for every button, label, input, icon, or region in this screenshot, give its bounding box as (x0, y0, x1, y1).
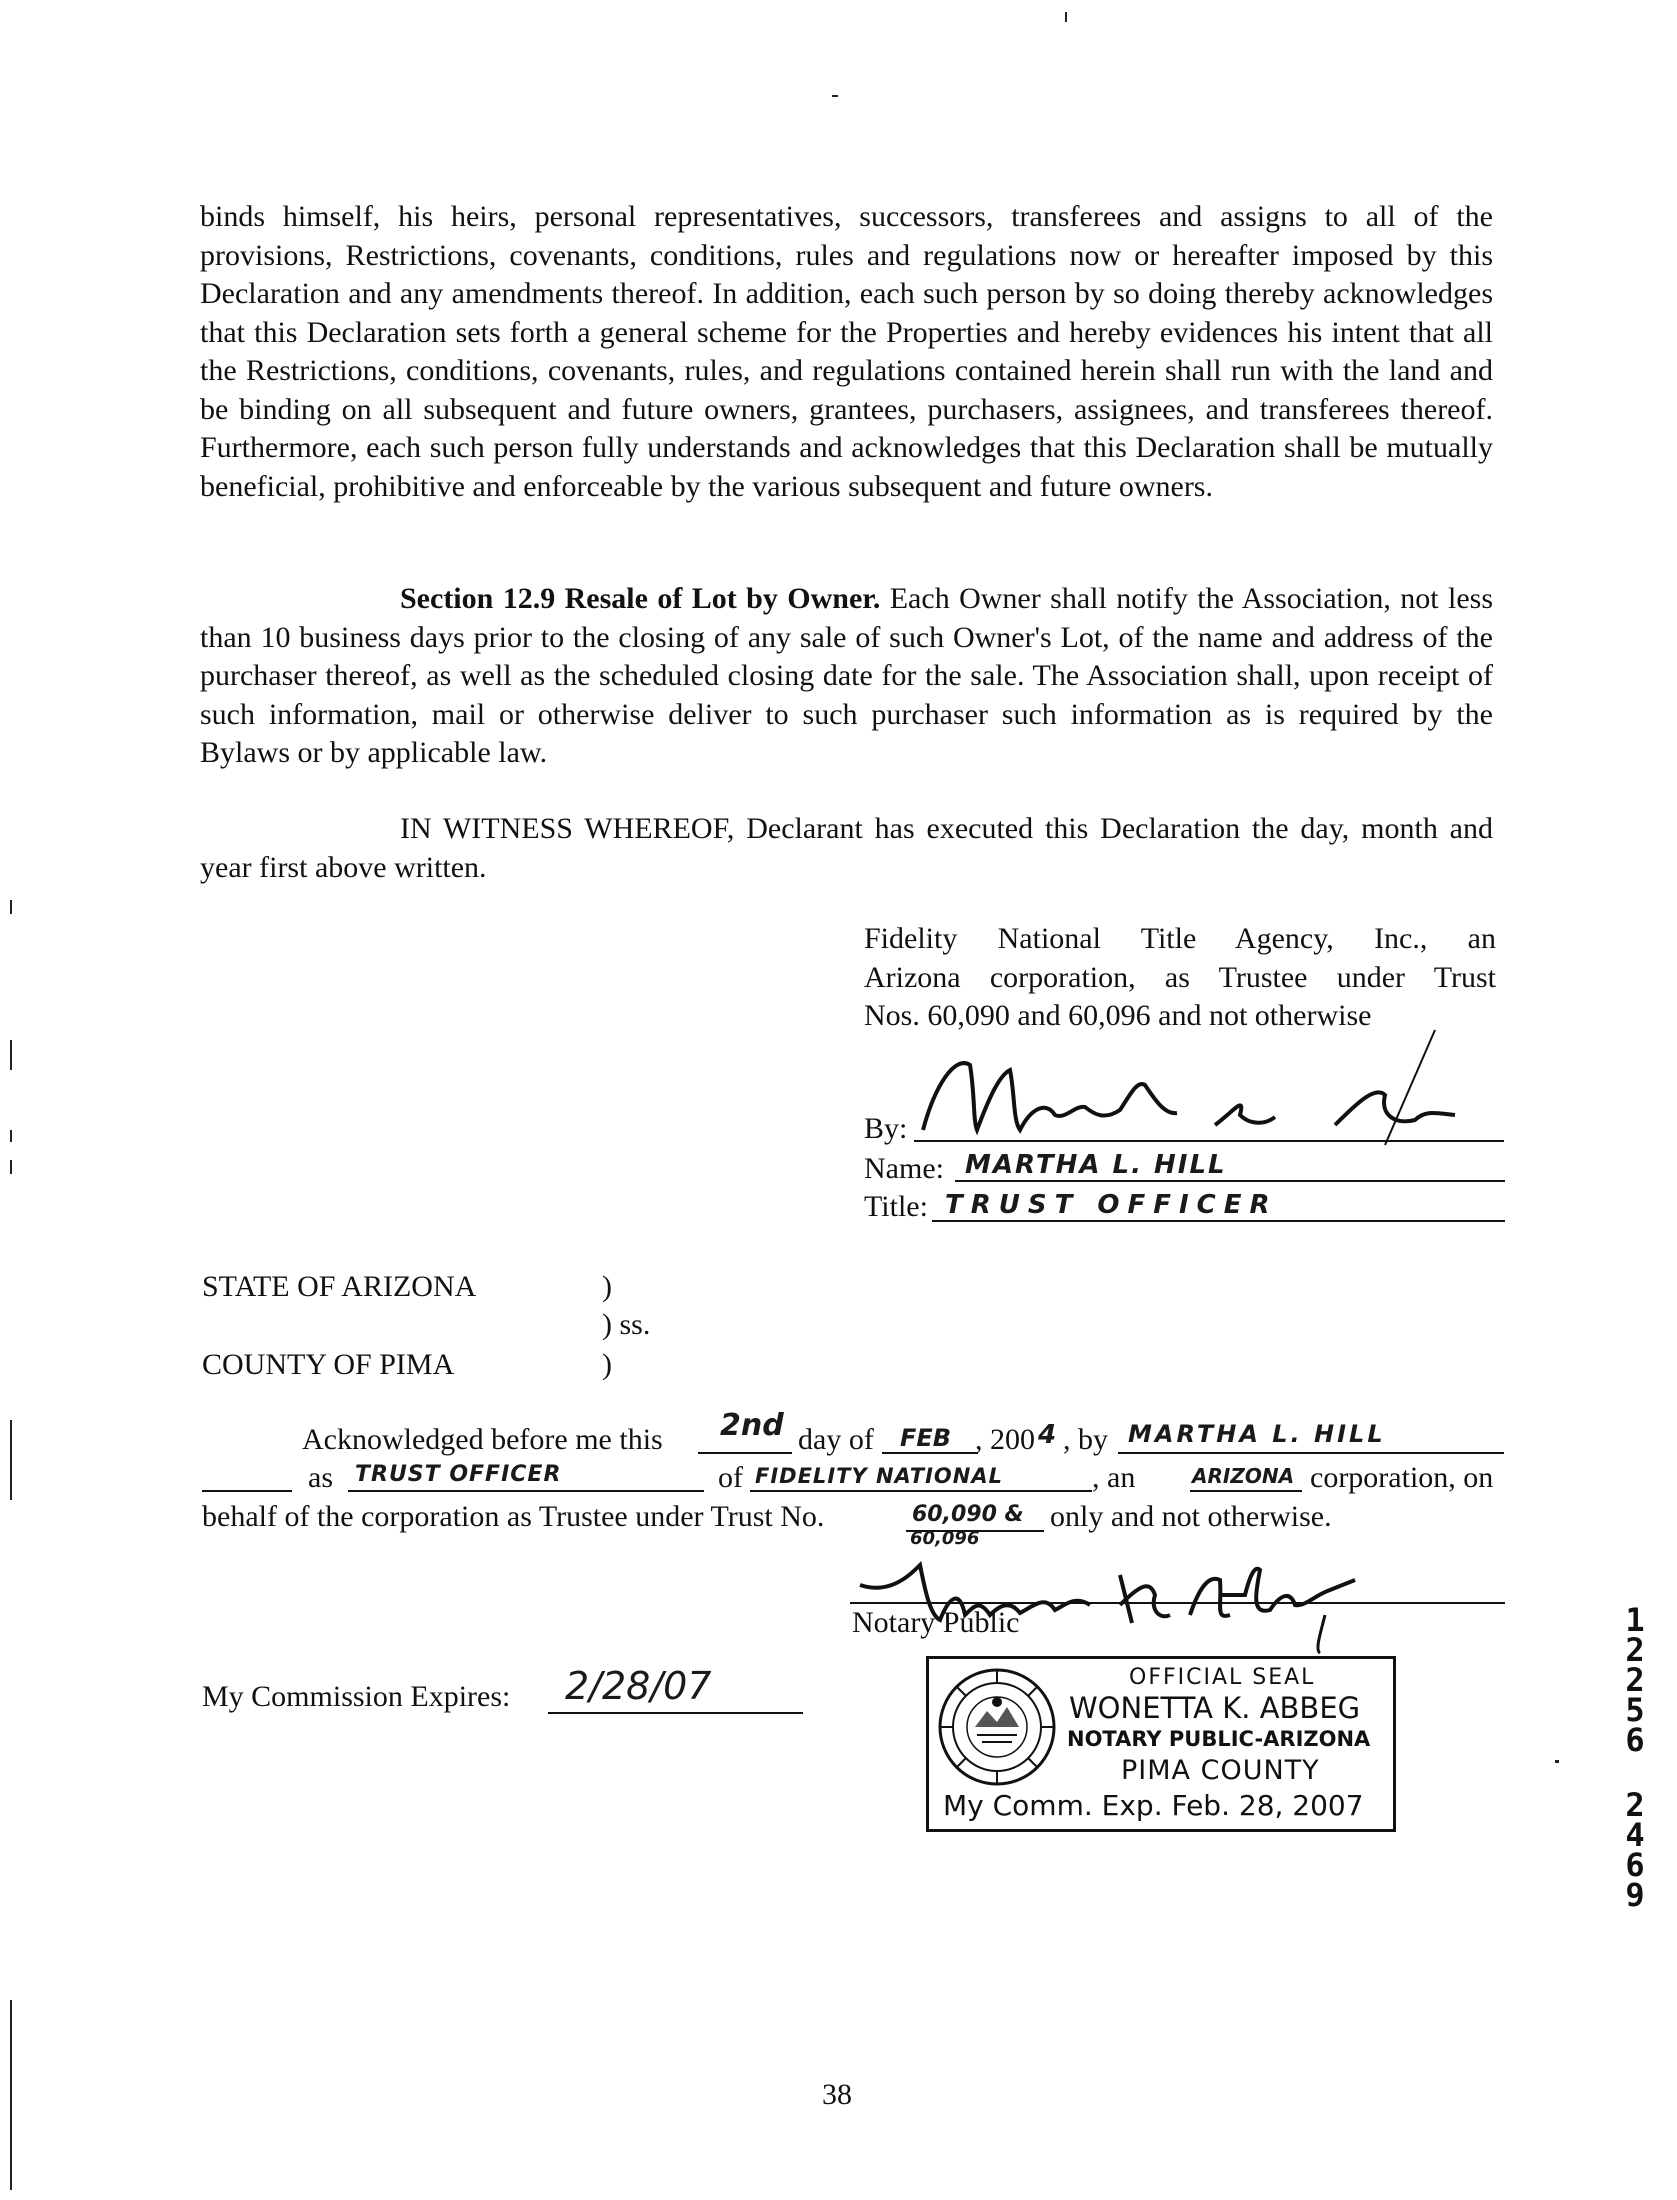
ack-text: corporation, on (1310, 1461, 1494, 1494)
recording-digit: 5 (1625, 1691, 1645, 1729)
signature-scribble (915, 1025, 1475, 1150)
scan-mark (10, 1040, 12, 1070)
ack-month: FEB (900, 1424, 952, 1452)
section-12-9-paragraph (200, 580, 1493, 773)
seal-county: PIMA COUNTY (1121, 1755, 1320, 1786)
ack-day-line (698, 1452, 792, 1454)
by-label: By: (864, 1112, 908, 1145)
signatory-line: Arizona corporation, as Trustee under Trust (864, 960, 1496, 994)
venue-paren: ) (602, 1270, 612, 1303)
ack-capacity: TRUST OFFICER (355, 1462, 562, 1487)
venue-ss: ) ss. (602, 1308, 651, 1341)
ack-text: , by (1063, 1423, 1108, 1456)
witness-paragraph: IN WITNESS WHEREOF, Declarant has executed this Declaration the day, month and year first above written. (200, 812, 1493, 884)
title-line (932, 1220, 1505, 1222)
seal-notary-public: NOTARY PUBLIC-ARIZONA (1067, 1727, 1371, 1751)
ack-company-line (750, 1490, 1092, 1492)
scan-mark (10, 900, 12, 914)
recording-digit: 2 (1625, 1661, 1645, 1699)
scan-mark (1555, 1760, 1559, 1763)
state-of-arizona: STATE OF ARIZONA (202, 1270, 477, 1303)
ack-blank-line (202, 1490, 292, 1492)
ack-text: day of (798, 1423, 874, 1456)
recording-digit: 2 (1625, 1631, 1645, 1669)
signatory-entity (864, 920, 1496, 1036)
ack-text: behalf of the corporation as Trustee under Trust No. (202, 1500, 825, 1533)
ack-capacity-line (348, 1490, 704, 1492)
ack-state: ARIZONA (1192, 1464, 1295, 1488)
scan-mark (1065, 12, 1067, 22)
page-number: 38 (822, 2078, 852, 2111)
commission-date-line (548, 1712, 803, 1714)
recording-digit: 6 (1625, 1721, 1645, 1759)
scan-mark (10, 2000, 12, 2190)
ack-text: Acknowledged before me this (302, 1423, 663, 1456)
section-text: Each Owner shall notify the Association, not less than 10 business days prior to the closing of any sale of such Owner's Lot, of the name and address of the purchaser thereof, as well as the scheduled closing date for the sale. The Association shall, upon receipt of such information, mail or otherwise deliver to such purchaser such information as is required by the Bylaws or by applicable law. (200, 582, 1493, 769)
section-heading: Section 12.9 Resale of Lot by Owner. (400, 582, 881, 615)
title-value: TRUST OFFICER (945, 1190, 1278, 1220)
notary-public-label: Notary Public (852, 1606, 1020, 1639)
seal-expiration: My Comm. Exp. Feb. 28, 2007 (943, 1789, 1364, 1822)
scan-mark (10, 1160, 12, 1174)
ack-name: MARTHA L. HILL (1128, 1420, 1386, 1448)
ack-name-line (1118, 1452, 1504, 1454)
ack-day: 2nd (720, 1408, 784, 1443)
notary-signature-line (850, 1602, 1505, 1604)
ack-month-line (882, 1452, 978, 1454)
scan-mark (832, 95, 838, 97)
commission-label: My Commission Expires: (202, 1680, 511, 1713)
signatory-line: Nos. 60,090 and 60,096 and not otherwise (864, 999, 1372, 1032)
recording-digit: 6 (1625, 1846, 1645, 1884)
name-label: Name: (864, 1152, 944, 1185)
recording-digit: 4 (1625, 1816, 1645, 1854)
ack-trust-no-2: 60,096 (910, 1528, 980, 1549)
official-seal (926, 1656, 1396, 1832)
ack-state-line (1190, 1490, 1302, 1492)
scan-mark (10, 1420, 12, 1500)
body-paragraph: binds himself, his heirs, personal representatives, successors, transferees and assigns to all of the provisions, Restrictions, covenants, conditions, rules and regulations now or hereafter imposed by this Declaration and any amendments thereof. In addition, each such person by so doing thereby acknowledges that this Declaration sets forth a general scheme for the Properties and hereby evidences his intent that all the Restrictions, conditions, covenants, rules, and regulations contained herein shall run with the land and be binding on all subsequent and future owners, grantees, purchasers, assignees, and transferees thereof. Furthermore, each such person fully understands and acknowledges that this Declaration shall be mutually beneficial, prohibitive and enforceable by the various subsequent and future owners. (200, 200, 1493, 503)
recording-digit: 2 (1625, 1786, 1645, 1824)
venue-paren: ) (602, 1348, 612, 1381)
name-line (955, 1180, 1505, 1182)
commission-date: 2/28/07 (565, 1664, 712, 1708)
title-label: Title: (864, 1190, 928, 1223)
county-of-pima: COUNTY OF PIMA (202, 1348, 455, 1381)
scan-mark (10, 1130, 12, 1142)
recording-digit: 1 (1625, 1601, 1645, 1639)
seal-title: OFFICIAL SEAL (1129, 1665, 1316, 1690)
ack-text: only and not otherwise. (1050, 1500, 1332, 1533)
ack-company: FIDELITY NATIONAL (755, 1464, 1003, 1488)
state-seal-icon (937, 1667, 1057, 1787)
seal-notary-name: WONETTA K. ABBEG (1069, 1691, 1361, 1725)
ack-text: , an (1092, 1461, 1136, 1494)
recording-digit: 9 (1625, 1876, 1645, 1914)
name-value: MARTHA L. HILL (965, 1150, 1227, 1180)
signatory-line: Fidelity National Title Agency, Inc., an (864, 922, 1496, 955)
ack-trust-no: 60,090 & (912, 1502, 1024, 1527)
ack-text: as (308, 1461, 333, 1494)
ack-year-digit: 4 (1038, 1420, 1057, 1450)
ack-text: of (718, 1461, 743, 1494)
ack-text: , 200 (975, 1423, 1035, 1456)
